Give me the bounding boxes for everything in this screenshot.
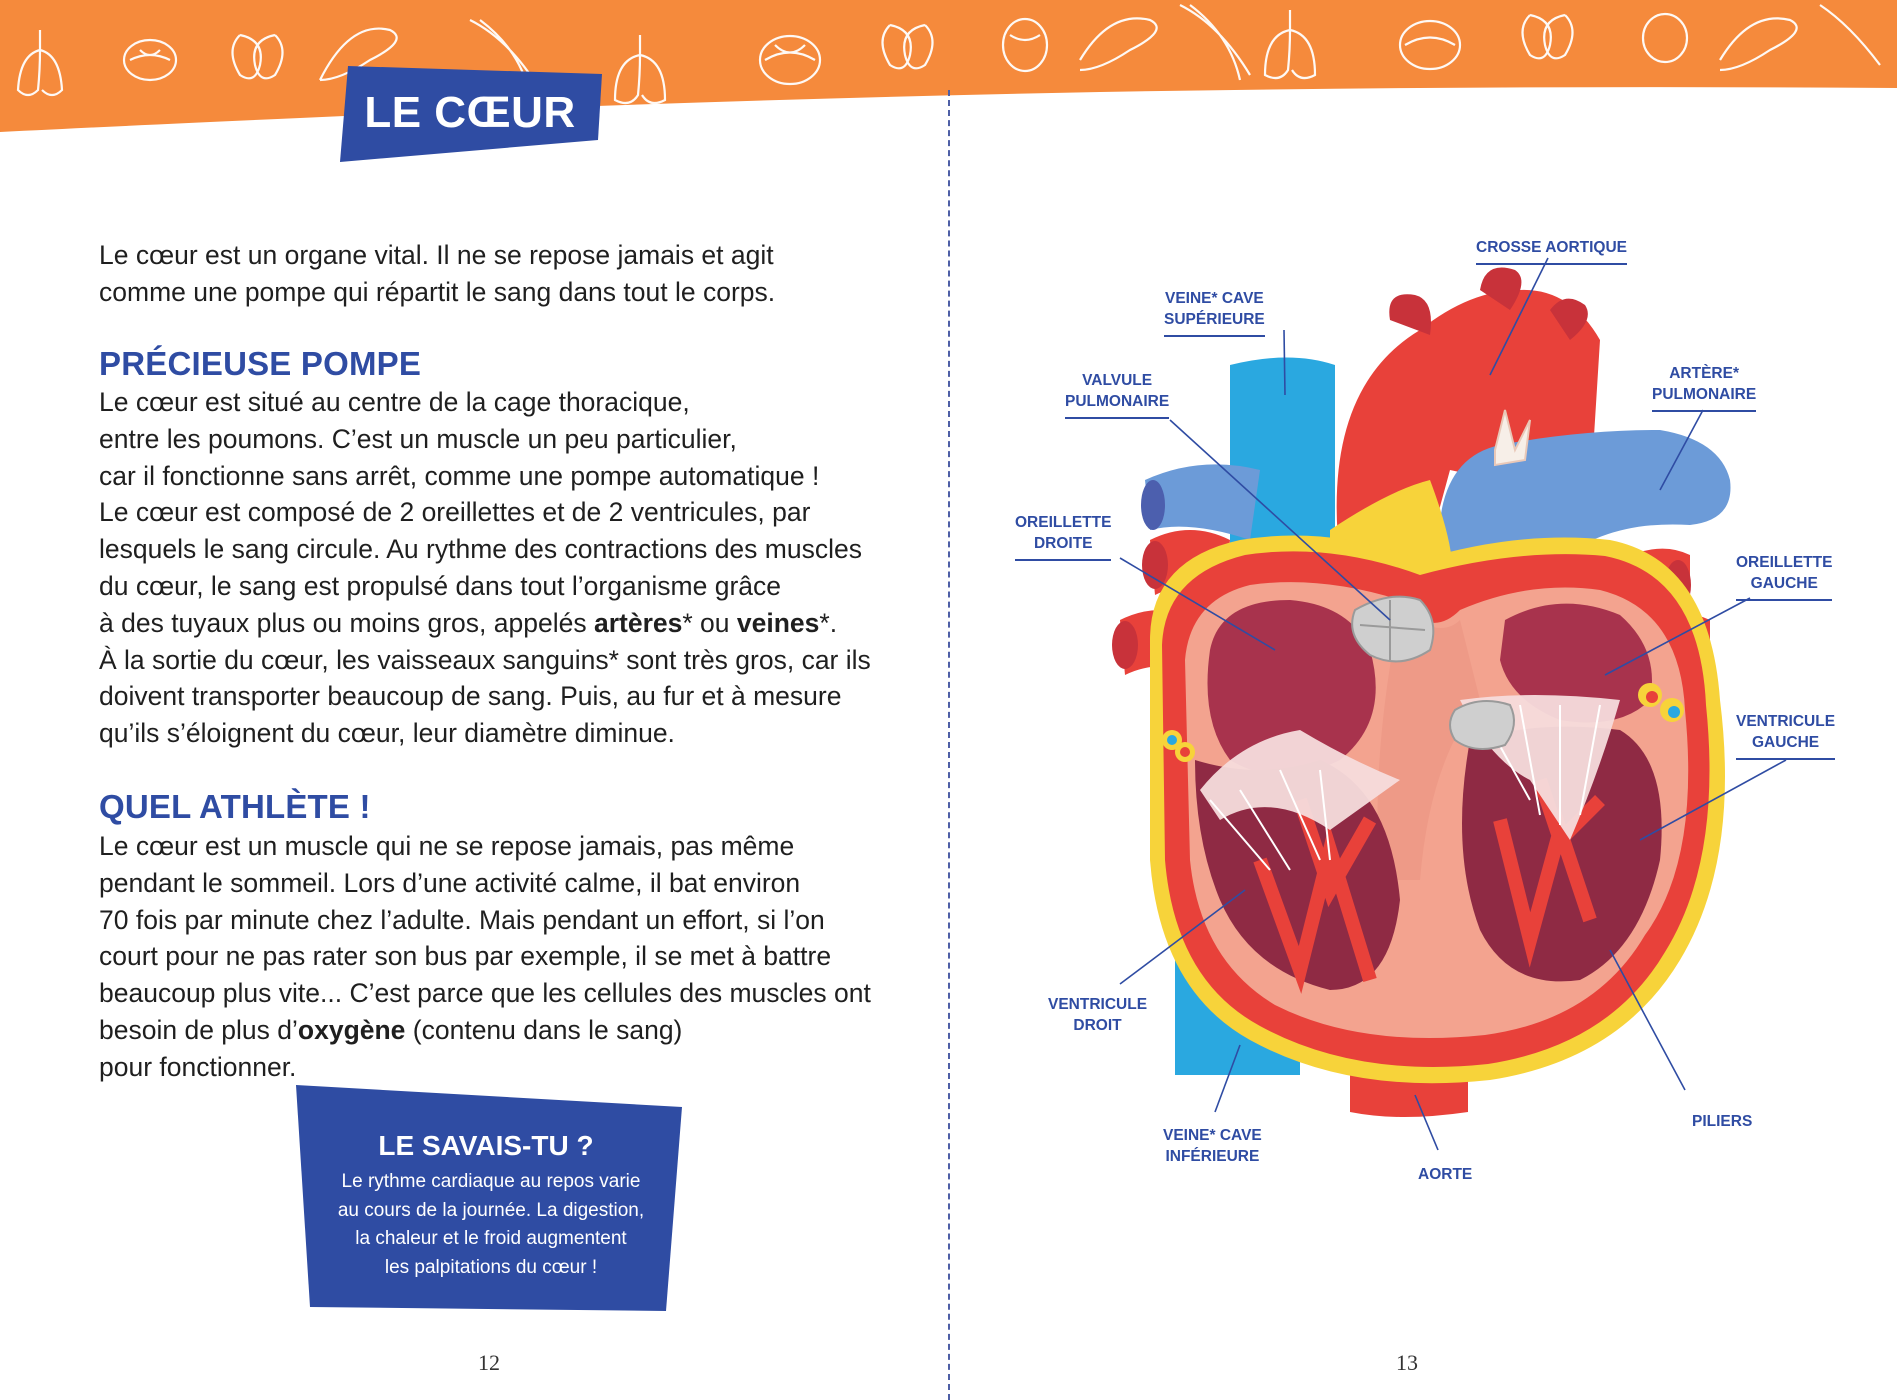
text-line: court pour ne pas rater son bus par exemple, il se met à battre: [99, 941, 832, 972]
bold-term-oxygene: oxygène: [297, 1014, 406, 1045]
label-oreillette-gauche: OREILLETTE GAUCHE: [1736, 552, 1832, 594]
label-ventricule-gauche: VENTRICULE GAUCHE: [1736, 711, 1835, 753]
text-line: doivent transporter beaucoup de sang. Puis, au fur et à mesure: [99, 681, 842, 712]
section-heading-athlete: QUEL ATHLÈTE !: [99, 788, 371, 825]
label-piliers: PILIERS: [1692, 1113, 1753, 1130]
text-line: Le cœur est situé au centre de la cage thoracique,: [99, 387, 690, 417]
text-line: pendant le sommeil. Lors d’une activité calme, il bat environ: [99, 867, 801, 898]
label-aorte: AORTE: [1418, 1166, 1473, 1183]
text-line: du cœur, le sang est propulsé dans tout l’organisme grâce: [99, 570, 782, 601]
info-line: au cours de la journée. La digestion,: [337, 1199, 645, 1221]
text-line: à des tuyaux plus ou moins gros, appelés artères* ou veines*.: [99, 607, 838, 638]
intro-paragraph: [99, 237, 859, 311]
label-oreillette-droite: OREILLETTE DROITE: [1015, 512, 1111, 554]
label-crosse-aortique: CROSSE AORTIQUE: [1476, 237, 1627, 258]
text-line: Le cœur est composé de 2 oreillettes et de 2 ventricules, par: [99, 497, 811, 528]
section1-paragraph: [99, 384, 871, 752]
info-line: les palpitations du cœur !: [384, 1256, 598, 1278]
page-number-left: 12: [478, 1350, 500, 1375]
text-line: pour fonctionner.: [99, 1051, 297, 1082]
did-you-know-title: LE SAVAIS-TU ?: [378, 1130, 594, 1161]
did-you-know-text: [311, 1168, 671, 1282]
info-line: la chaleur et le froid augmentent: [355, 1228, 627, 1249]
text-line: qu’ils s’éloignent du cœur, leur diamètre diminue.: [99, 718, 675, 749]
text-line: besoin de plus d’oxygène (contenu dans le sang): [99, 1014, 683, 1045]
text-line: entre les poumons. C’est un muscle un peu particulier,: [99, 423, 737, 454]
section2-paragraph: [99, 828, 871, 1086]
text-line: car il fonctionne sans arrêt, comme une pompe automatique !: [99, 460, 820, 491]
intro-line: Le cœur est un organe vital. Il ne se repose jamais et agit: [99, 240, 774, 270]
text-line: À la sortie du cœur, les vaisseaux sanguins* sont très gros, car ils: [99, 644, 871, 675]
label-ventricule-droit: VENTRICULE DROIT: [1048, 996, 1148, 1034]
text-line: beaucoup plus vite... C’est parce que les cellules des muscles ont: [99, 978, 871, 1009]
page-title: LE CŒUR: [364, 88, 576, 137]
intro-line: comme une pompe qui répartit le sang dans tout le corps.: [99, 276, 776, 307]
label-valvule-pulmonaire: VALVULE PULMONAIRE: [1065, 370, 1169, 412]
page-number-right: 13: [1396, 1350, 1418, 1375]
label-artere-pulmonaire: ARTÈRE* PULMONAIRE: [1652, 363, 1756, 405]
label-veine-cave-superieure: VEINE* CAVE SUPÉRIEURE: [1164, 288, 1265, 330]
bold-term-arteres: artères: [593, 607, 683, 638]
bold-term-veines: veines: [736, 607, 820, 638]
aortic-valve-shape: [1450, 701, 1514, 749]
section-heading-pompe: PRÉCIEUSE POMPE: [99, 345, 422, 382]
label-veine-cave-inferieure: VEINE* CAVE INFÉRIEURE: [1163, 1127, 1262, 1165]
info-line: Le rythme cardiaque au repos varie: [341, 1171, 641, 1192]
text-line: Le cœur est un muscle qui ne se repose jamais, pas même: [99, 831, 795, 861]
text-line: lesquels le sang circule. Au rythme des contractions des muscles: [99, 534, 862, 565]
text-line: 70 fois par minute chez l’adulte. Mais pendant un effort, si l’on: [99, 904, 825, 935]
page-divider: [948, 90, 950, 1400]
